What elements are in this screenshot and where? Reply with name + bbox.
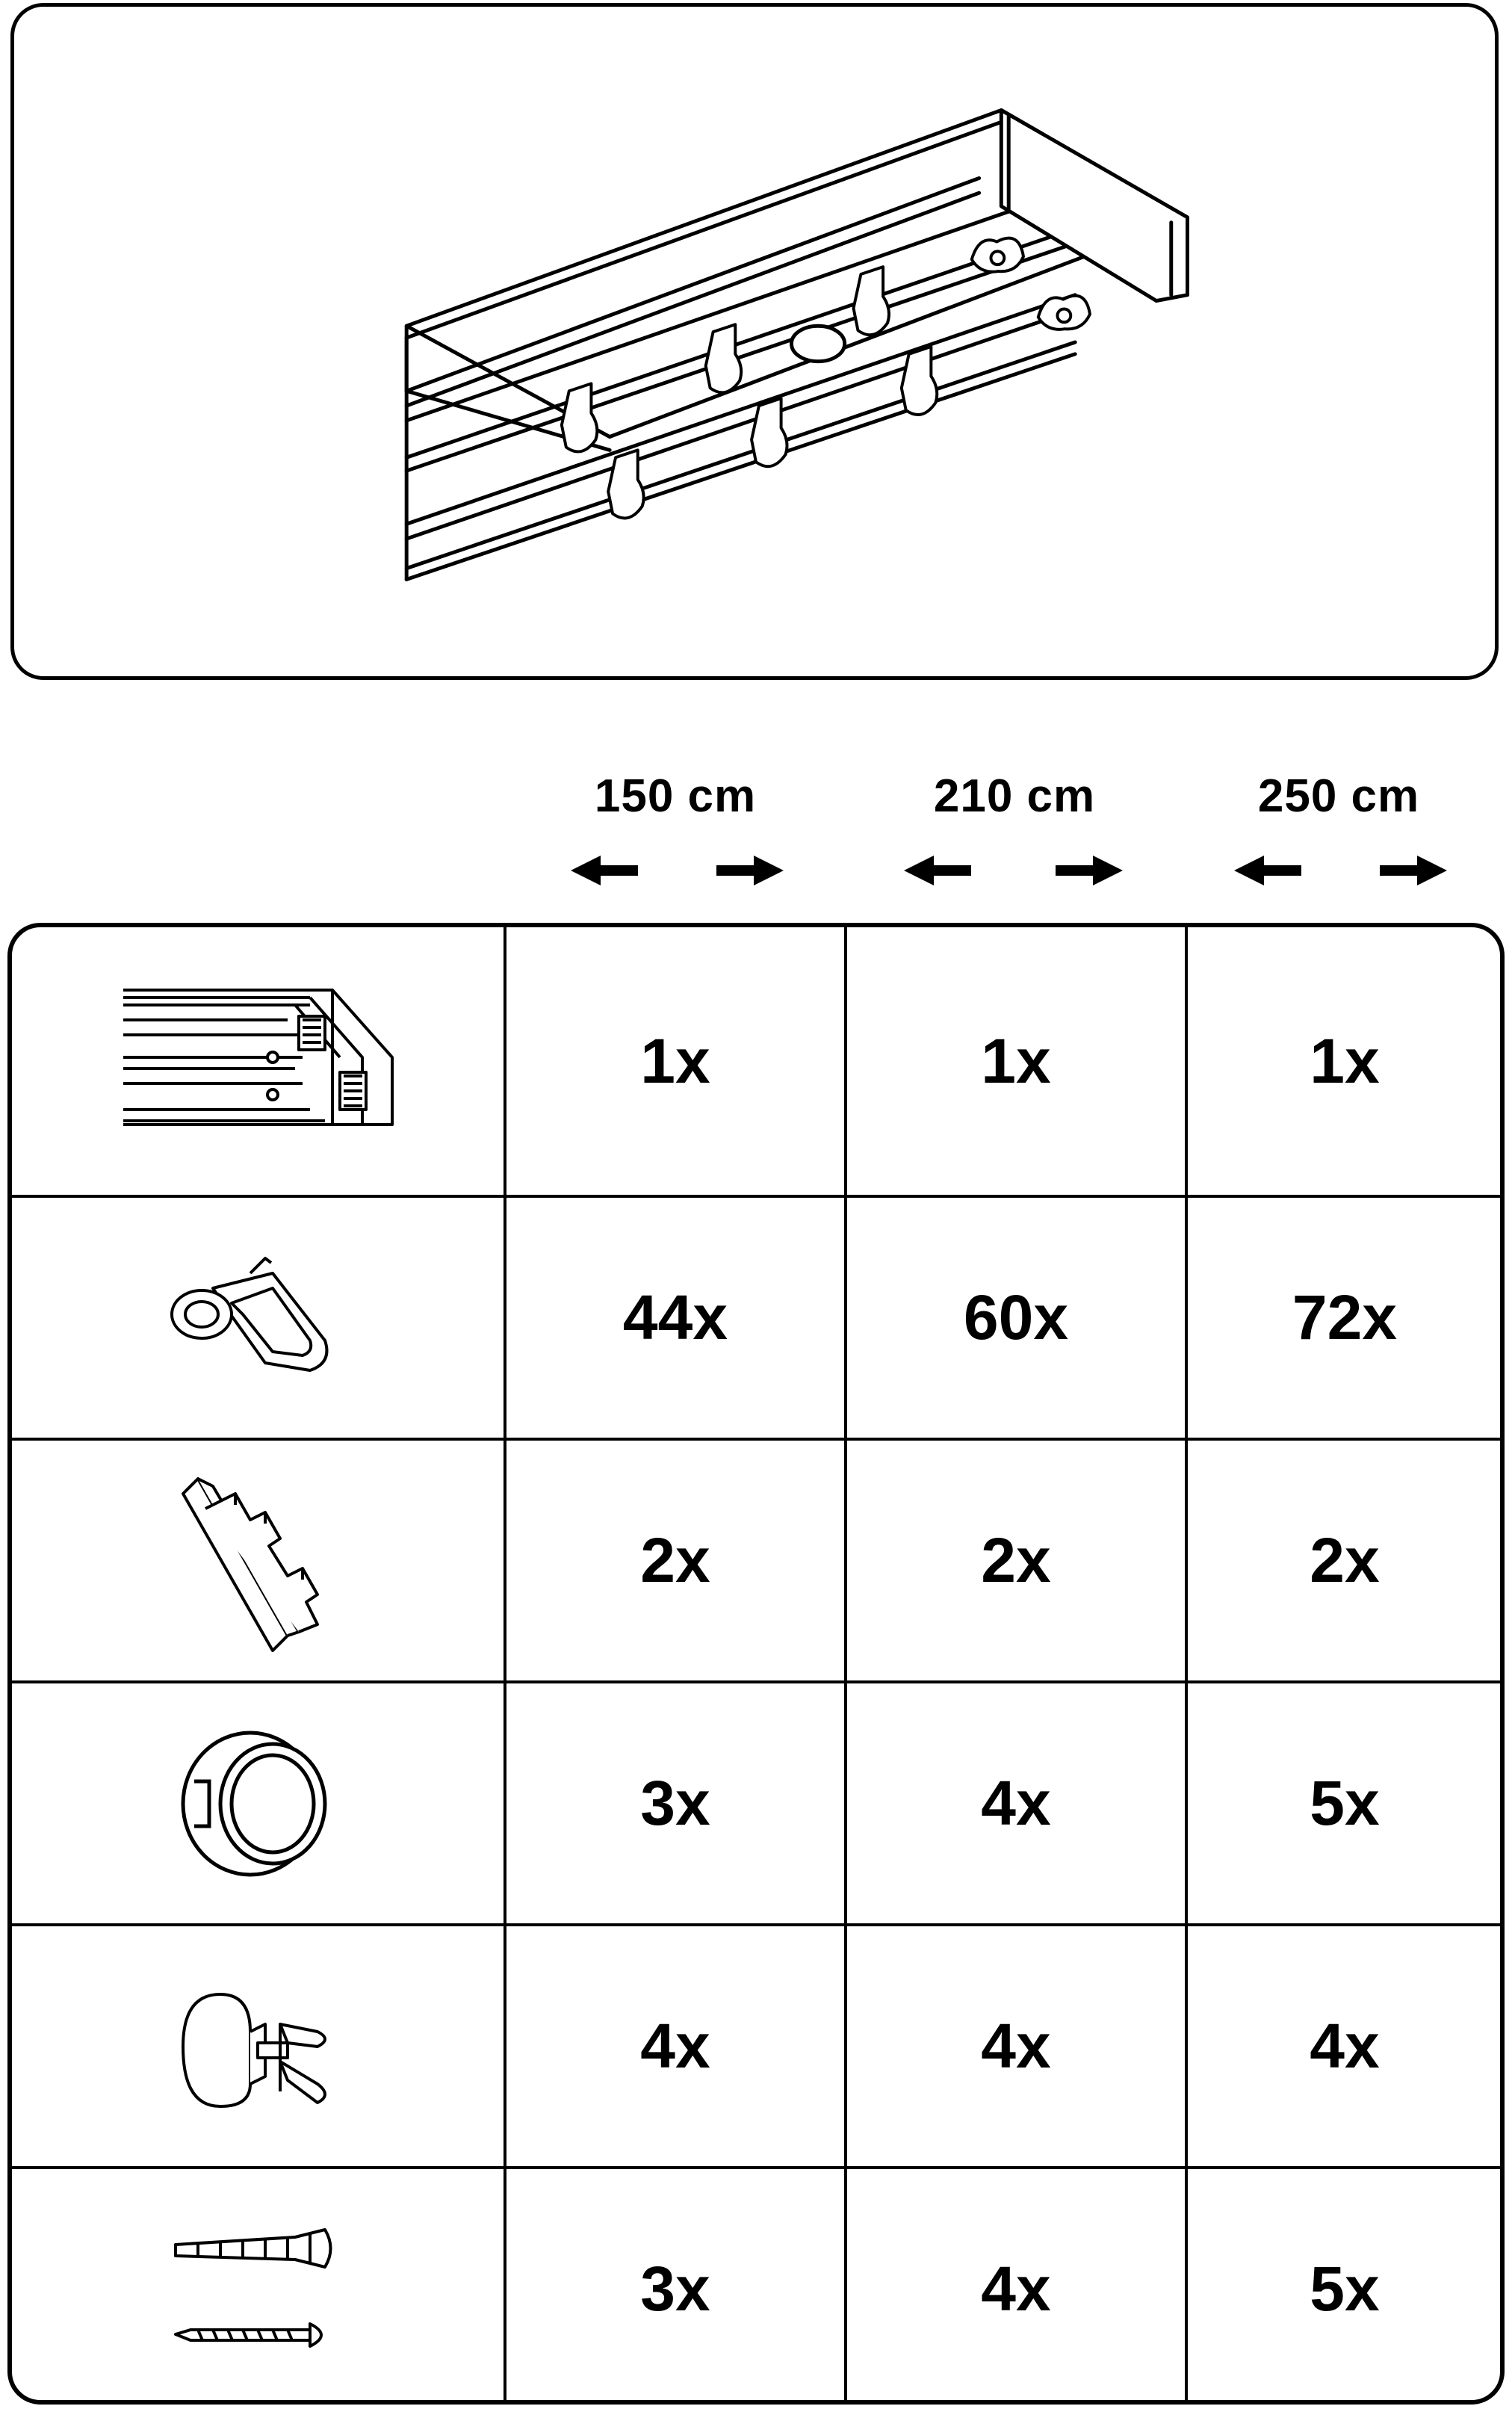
width-arrows-icon [1182,852,1496,889]
width-arrows-icon [518,852,832,889]
quantity-value: 1x [640,1025,710,1096]
quantity-150 [506,1198,847,1438]
quantity-150 [506,2169,847,2405]
glider-hook-icon [161,1243,355,1393]
quantity-value: 2x [981,1525,1051,1595]
quantity-150 [506,927,847,1195]
part-icon-cell [12,1683,506,1923]
quantity-value: 5x [1310,1768,1380,1838]
quantity-value: 2x [640,1525,710,1595]
quantity-value: 60x [963,1282,1069,1352]
quantity-value: 4x [981,2011,1051,2081]
quantity-210 [847,2169,1188,2405]
quantity-150 [506,1683,847,1923]
quantity-210 [847,927,1188,1195]
quantity-value: 1x [981,1025,1051,1096]
quantity-250 [1188,1926,1502,2166]
table-row [12,1441,1500,1683]
ceiling-clip-icon [176,1722,340,1886]
quantity-value: 4x [640,2011,710,2081]
quantity-value: 4x [981,1768,1051,1838]
size-column-250 [1182,770,1496,889]
quantity-value: 3x [640,2254,710,2324]
quantity-150 [506,1441,847,1680]
part-icon-cell [12,2169,506,2405]
size-label: 210 cm [933,770,1096,822]
end-cap-icon [168,1464,347,1658]
width-arrows-icon [858,852,1171,889]
track-profile-icon [116,975,400,1147]
quantity-150 [506,1926,847,2166]
quantity-value: 2x [1310,1525,1380,1595]
quantity-value: 44x [622,1282,728,1352]
quantity-value: 1x [1310,1025,1380,1096]
part-icon-cell [12,1198,506,1438]
table-row [12,1926,1500,2169]
table-row [12,1198,1500,1441]
hero-illustration-frame [10,3,1499,680]
quantity-250 [1188,1441,1502,1680]
quantity-210 [847,1441,1188,1680]
quantity-value: 4x [981,2254,1051,2324]
screw-and-wall-plug-icon [168,2215,347,2364]
quantity-value: 5x [1310,2254,1380,2324]
part-icon-cell [12,1926,506,2166]
size-column-150 [518,770,832,889]
quantity-250 [1188,1683,1502,1923]
table-row [12,1683,1500,1926]
ceiling-curtain-track-illustration [14,7,1495,676]
quantity-250 [1188,1198,1502,1438]
end-stop-icon [168,1972,347,2121]
part-icon-cell [12,927,506,1195]
size-label: 250 cm [1257,770,1420,822]
size-column-210 [858,770,1171,889]
parts-quantity-table [7,923,1505,2405]
table-row [12,927,1500,1198]
quantity-250 [1188,927,1502,1195]
size-label: 150 cm [594,770,757,822]
quantity-210 [847,1683,1188,1923]
quantity-value: 3x [640,1768,710,1838]
table-row [12,2169,1500,2405]
quantity-210 [847,1198,1188,1438]
quantity-value: 4x [1310,2011,1380,2081]
quantity-210 [847,1926,1188,2166]
quantity-250 [1188,2169,1502,2405]
part-icon-cell [12,1441,506,1680]
quantity-value: 72x [1292,1282,1398,1352]
